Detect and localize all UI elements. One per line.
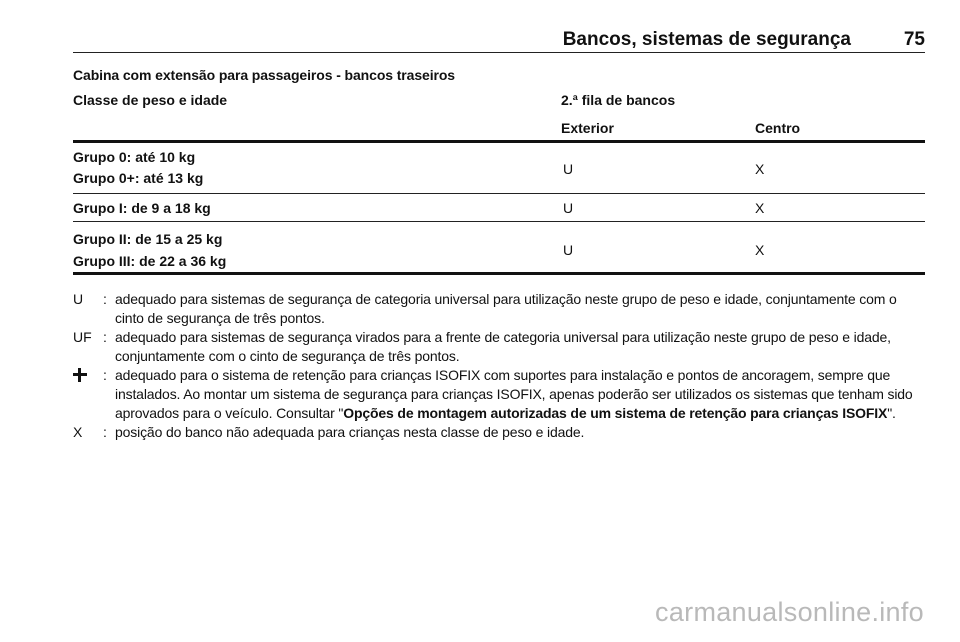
row-label: Grupo I: de 9 a 18 kg	[73, 200, 211, 216]
table-row	[73, 194, 925, 222]
legend-item: : adequado para o sistema de retenção para crianças ISOFIX com suportes para instalação e pontos de ancoragem, sempre que instalados. Ao montar um sistema de segurança para crianças ISOFIX, apenas poderão ser utilizados os sistemas que tenham sido aprovados para o veículo. Consultar "Opções de montagem autorizadas de um sistema de retenção para crianças ISOFIX".	[73, 366, 928, 423]
isofix-plus-icon	[73, 368, 87, 382]
legend-item: UF : adequado para sistemas de segurança virados para a frente de categoria universal para utilização neste grupo de peso e idade, conjuntamente com o cinto de segurança de três pontos.	[73, 328, 928, 366]
row-label: Grupo 0+: até 13 kg	[73, 170, 204, 186]
legend-text: adequado para o sistema de retenção para crianças ISOFIX com suportes para instalação e pontos de ancoragem, sempre que instalados. Ao montar um sistema de segurança para crianças ISOFIX, apenas poderão ser utilizados os sistemas que tenham sido aprovados para o veículo. Consultar "Opções de montagem autorizadas de um sistema de retenção para crianças ISOFIX".	[115, 367, 913, 421]
cell-exterior: U	[563, 242, 574, 258]
legend-item: X : posição do banco não adequada para crianças nesta classe de peso e idade.	[73, 423, 928, 442]
column-header-second-row: 2.ª fila de bancos	[561, 92, 676, 108]
row-label: Grupo 0: até 10 kg	[73, 149, 196, 165]
page-number: 75	[903, 29, 925, 50]
legend-text: posição do banco não adequada para crianças nesta classe de peso e idade.	[115, 424, 585, 440]
row-label: Grupo III: de 22 a 36 kg	[73, 253, 227, 269]
row-label: Grupo II: de 15 a 25 kg	[73, 231, 223, 247]
legend-key: U	[73, 291, 84, 307]
cell-center: X	[755, 242, 765, 258]
table-row	[73, 143, 925, 194]
cell-exterior: U	[563, 161, 574, 177]
legend-item: U : adequado para sistemas de segurança de categoria universal para utilização neste grupo de peso e idade, conjuntamente com o cinto de segurança de três pontos.	[73, 290, 928, 328]
watermark: carmanualsonline.info	[655, 597, 924, 627]
legend-text: adequado para sistemas de segurança virados para a frente de categoria universal para utilização neste grupo de peso e idade, conjuntamente com o cinto de segurança de três pontos.	[115, 329, 891, 364]
column-header-weight: Classe de peso e idade	[73, 92, 228, 108]
page-header	[73, 28, 925, 53]
subheader-center: Centro	[755, 120, 801, 136]
legend-text: adequado para sistemas de segurança de categoria universal para utilização neste grupo de peso e idade, conjuntamente com o cinto de segurança de três pontos.	[115, 291, 897, 326]
cell-center: X	[755, 161, 765, 177]
legend-key: X	[73, 424, 83, 440]
table-header	[73, 92, 925, 143]
table-caption: Cabina com extensão para passageiros - bancos traseiros	[73, 67, 455, 83]
section-title: Bancos, sistemas de segurança	[562, 29, 851, 50]
subheader-exterior: Exterior	[561, 120, 614, 136]
legend	[73, 290, 928, 442]
cell-exterior: U	[563, 200, 574, 216]
cell-center: X	[755, 200, 765, 216]
reference-link-text: Opções de montagem autorizadas de um sistema de retenção para crianças ISOFIX	[343, 405, 888, 421]
table-row	[73, 222, 925, 275]
legend-key: UF	[73, 329, 92, 345]
